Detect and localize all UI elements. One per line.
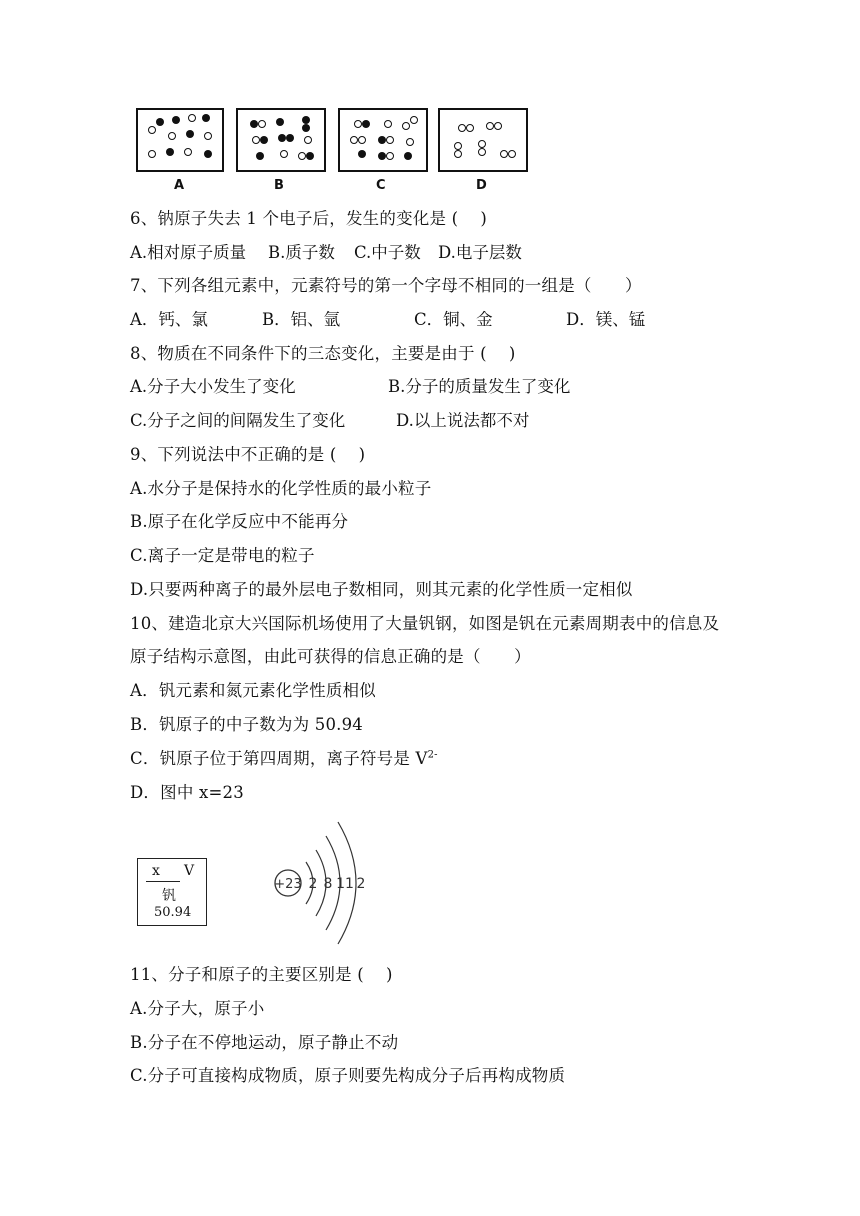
solid-particle	[256, 152, 264, 160]
ion-charge-superscript: 2-	[427, 749, 438, 761]
hollow-particle	[494, 122, 502, 130]
solid-particle	[278, 134, 286, 142]
shell-count-4: 2	[356, 876, 366, 892]
hollow-particle	[402, 122, 410, 130]
atomic-mass: 50.94	[154, 905, 192, 920]
option-d: D．镁、锰	[566, 310, 646, 329]
solid-particle	[286, 134, 294, 142]
figure-label-a: A	[174, 178, 185, 193]
option-c-text: C．钒原子位于第四周期，离子符号是 V	[130, 749, 428, 768]
hollow-particle	[466, 124, 474, 132]
hollow-particle	[454, 150, 462, 158]
hollow-particle	[486, 122, 494, 130]
hollow-particle	[204, 132, 212, 140]
figure-label-c: C	[376, 178, 386, 193]
hollow-particle	[478, 140, 486, 148]
solid-particle	[378, 152, 386, 160]
hollow-particle	[304, 136, 312, 144]
option-b: B.质子数	[268, 243, 335, 262]
hollow-particle	[458, 124, 466, 132]
hollow-particle	[188, 114, 196, 122]
solid-particle	[166, 148, 174, 156]
hollow-particle	[500, 150, 508, 158]
hollow-particle	[350, 136, 358, 144]
solid-particle	[250, 120, 258, 128]
question-10-option-a: A．钒元素和氮元素化学性质相似	[130, 681, 376, 700]
solid-particle	[260, 136, 268, 144]
option-b: B.分子的质量发生了变化	[388, 377, 571, 396]
element-name: 钒	[162, 888, 176, 904]
hollow-particle	[508, 150, 516, 158]
solid-particle	[172, 116, 180, 124]
hollow-particle	[386, 136, 394, 144]
option-a: A.分子大小发生了变化	[130, 377, 296, 396]
option-c: C.中子数	[354, 243, 421, 262]
nucleus-charge: +23	[274, 877, 302, 892]
question-9-option-b: B.原子在化学反应中不能再分	[130, 512, 349, 531]
option-c: C．铜、金	[414, 310, 493, 329]
hollow-particle	[280, 150, 288, 158]
solid-particle	[204, 150, 212, 158]
hollow-particle	[358, 136, 366, 144]
option-d: D.电子层数	[438, 243, 522, 262]
solid-particle	[362, 120, 370, 128]
question-10-option-b: B．钒原子的中子数为为 50.94	[130, 715, 364, 734]
question-10-stem-line2: 原子结构示意图，由此可获得的信息正确的是（ ）	[130, 647, 531, 666]
question-9-option-c: C.离子一定是带电的粒子	[130, 546, 315, 565]
solid-particle	[306, 152, 314, 160]
hollow-particle	[298, 152, 306, 160]
solid-particle	[358, 150, 366, 158]
solid-particle	[202, 114, 210, 122]
question-7-stem: 7、下列各组元素中，元素符号的第一个字母不相同的一组是（ ）	[130, 276, 642, 295]
question-10-option-d: D．图中 x=23	[130, 783, 244, 802]
hollow-particle	[386, 152, 394, 160]
card-divider	[146, 881, 180, 882]
solid-particle	[302, 116, 310, 124]
question-11-option-c: C.分子可直接构成物质，原子则要先构成分子后再构成物质	[130, 1066, 566, 1085]
figure-label-d: D	[476, 178, 487, 193]
option-a: A.相对原子质量	[130, 243, 247, 262]
question-11-stem: 11、分子和原子的主要区别是 ( )	[130, 965, 393, 984]
question-9-option-a: A.水分子是保持水的化学性质的最小粒子	[130, 479, 432, 498]
hollow-particle	[478, 148, 486, 156]
particle-box-a	[136, 108, 224, 172]
shell-count-2: 8	[323, 876, 333, 892]
solid-particle	[156, 118, 164, 126]
shell-count-1: 2	[308, 876, 318, 892]
question-11-option-b: B.分子在不停地运动，原子静止不动	[130, 1033, 399, 1052]
hollow-particle	[454, 142, 462, 150]
hollow-particle	[252, 136, 260, 144]
solid-particle	[404, 152, 412, 160]
option-b: B．铝、氩	[262, 310, 341, 329]
hollow-particle	[184, 148, 192, 156]
particle-box-b	[236, 108, 326, 172]
atom-structure-diagram	[268, 816, 378, 956]
hollow-particle	[258, 120, 266, 128]
particle-box-c	[338, 108, 428, 172]
hollow-particle	[148, 126, 156, 134]
question-10-option-c	[130, 749, 438, 769]
option-a: A．钙、氯	[130, 310, 208, 329]
question-9-stem: 9、下列说法中不正确的是 ( )	[130, 445, 366, 464]
hollow-particle	[354, 120, 362, 128]
question-11-option-a: A.分子大，原子小	[130, 999, 265, 1018]
hollow-particle	[168, 132, 176, 140]
solid-particle	[302, 124, 310, 132]
hollow-particle	[384, 120, 392, 128]
element-symbol: V	[184, 863, 195, 879]
option-c: C.分子之间的间隔发生了变化	[130, 411, 346, 430]
atomic-number: x	[152, 863, 160, 879]
shell-count-3: 11	[336, 876, 354, 892]
figure-label-b: B	[274, 178, 284, 193]
particle-box-d	[438, 108, 528, 172]
solid-particle	[276, 118, 284, 126]
question-10-stem-line1: 10、建造北京大兴国际机场使用了大量钒钢，如图是钒在元素周期表中的信息及	[130, 614, 720, 633]
hollow-particle	[148, 150, 156, 158]
solid-particle	[186, 130, 194, 138]
solid-particle	[378, 136, 386, 144]
question-8-stem: 8、物质在不同条件下的三态变化，主要是由于 ( )	[130, 344, 516, 363]
element-card	[137, 858, 207, 926]
hollow-particle	[410, 116, 418, 124]
question-6-stem: 6、钠原子失去 1 个电子后，发生的变化是 ( )	[130, 209, 488, 228]
question-9-option-d: D.只要两种离子的最外层电子数相同，则其元素的化学性质一定相似	[130, 580, 633, 599]
option-d: D.以上说法都不对	[396, 411, 530, 430]
hollow-particle	[406, 138, 414, 146]
